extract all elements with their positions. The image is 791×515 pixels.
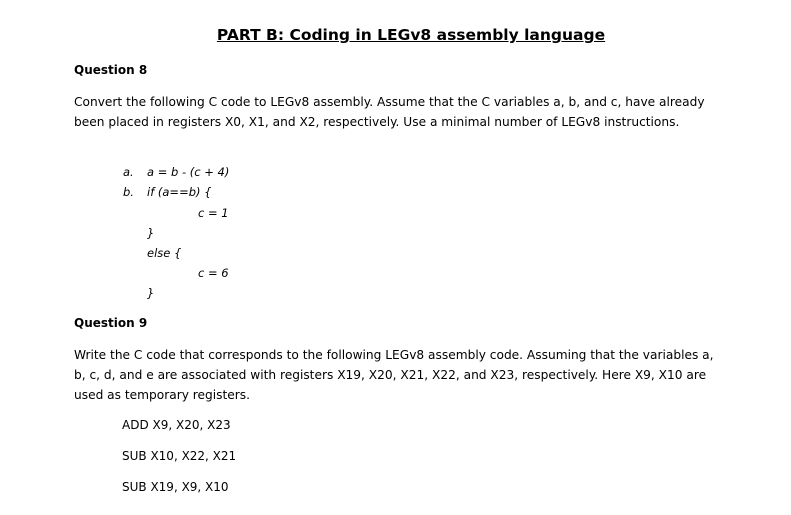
if-body-code: c = 1 bbox=[198, 206, 229, 220]
else-body-code: c = 6 bbox=[198, 266, 229, 280]
item-b-marker: b. bbox=[123, 185, 134, 199]
item-b-code: if (a==b) { bbox=[147, 185, 212, 199]
question-8-heading: Question 8 bbox=[74, 63, 148, 77]
if-close-brace: } bbox=[147, 226, 155, 240]
asm-instruction: SUB X10, X22, X21 bbox=[122, 449, 237, 463]
question-9-text: Write the C code that corresponds to the following LEGv8 assembly code. Assuming that the variables a, b, c, d, and e are associated with registers X19, X20, X21, X22, and X23, respectively. Here X9, X10 are used as temporary registers. bbox=[74, 348, 714, 402]
else-open-code: else { bbox=[147, 246, 182, 260]
question-9-heading: Question 9 bbox=[74, 316, 148, 330]
item-a-marker: a. bbox=[123, 165, 134, 179]
asm-instruction: SUB X19, X9, X10 bbox=[122, 480, 229, 494]
question-8-text: Convert the following C code to LEGv8 assembly. Assume that the C variables a, b, and c, have already been placed in registers X0, X1, and X2, respectively. Use a minimal number of LEGv8 instructions. bbox=[74, 95, 705, 129]
page-title: PART B: Coding in LEGv8 assembly language bbox=[216, 26, 606, 44]
else-close-brace: } bbox=[147, 286, 155, 300]
asm-instruction: ADD X9, X20, X23 bbox=[122, 418, 231, 432]
item-a-code: a = b - (c + 4) bbox=[147, 165, 230, 179]
